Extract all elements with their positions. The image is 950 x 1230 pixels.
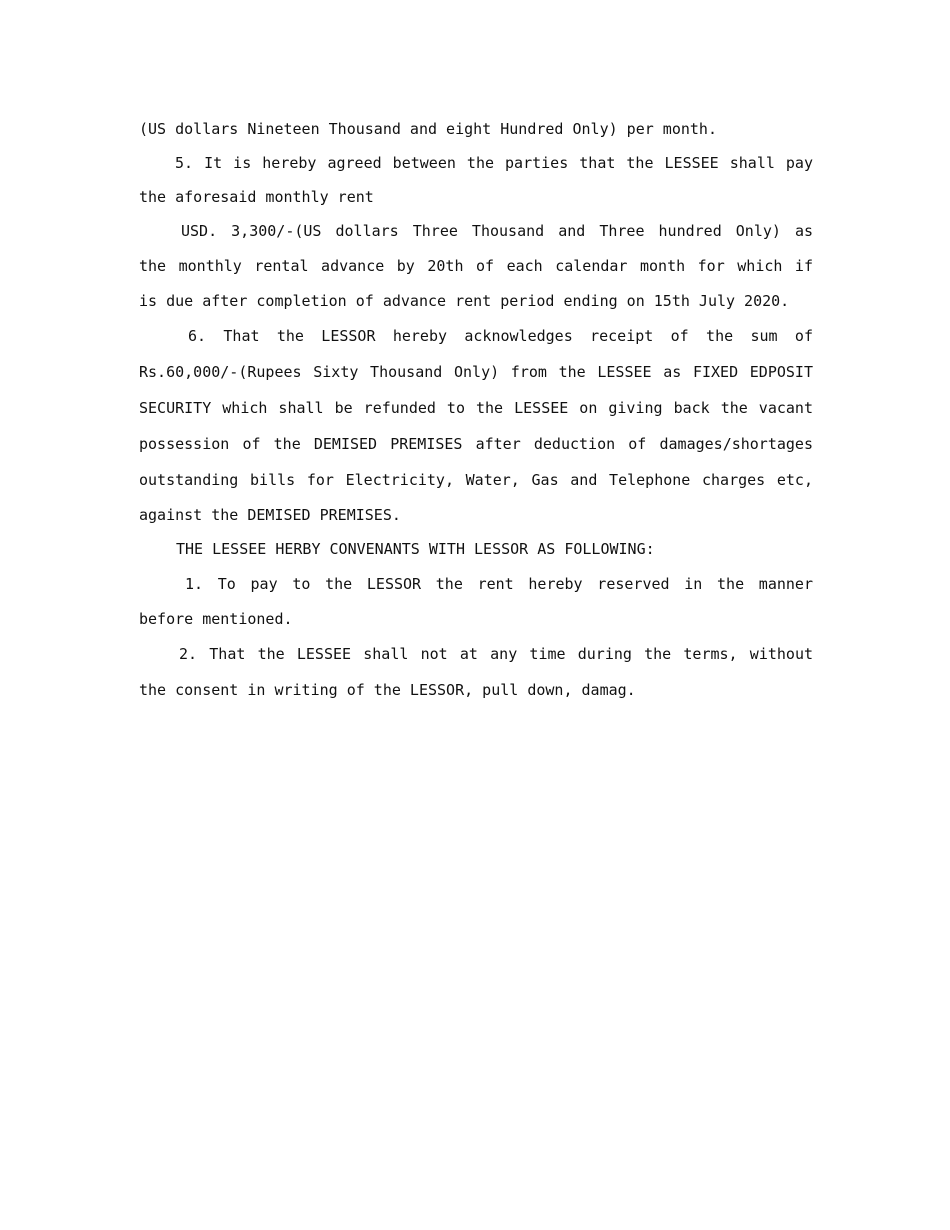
text-line: Rs.60,000/-(Rupees Sixty Thousand Only) from the LESSEE as FIXED EDPOSIT: [139, 363, 813, 381]
document-body: [139, 112, 813, 708]
text-line: 1. To pay to the LESSOR the rent hereby reserved in the manner: [185, 575, 813, 593]
text-line: USD. 3,300/-(US dollars Three Thousand and Three hundred Only) as: [181, 222, 813, 240]
text-line: against the DEMISED PREMISES.: [139, 506, 401, 524]
text-line: 5. It is hereby agreed between the parties that the LESSEE shall pay: [175, 154, 813, 172]
text-line: 2. That the LESSEE shall not at any time during the terms, without: [179, 645, 813, 663]
text-line: SECURITY which shall be refunded to the LESSEE on giving back the vacant: [139, 399, 813, 417]
text-line: the aforesaid monthly rent: [139, 188, 374, 206]
text-line: possession of the DEMISED PREMISES after deduction of damages/shortages: [139, 435, 813, 453]
text-line: 6. That the LESSOR hereby acknowledges receipt of the sum of: [188, 327, 813, 345]
text-line: outstanding bills for Electricity, Water, Gas and Telephone charges etc,: [139, 471, 813, 489]
text-line: THE LESSEE HERBY CONVENANTS WITH LESSOR AS FOLLOWING:: [176, 540, 655, 558]
text-line: (US dollars Nineteen Thousand and eight Hundred Only) per month.: [139, 120, 717, 138]
text-line: is due after completion of advance rent period ending on 15th July 2020.: [139, 292, 790, 310]
text-line: before mentioned.: [139, 610, 293, 628]
text-line: the consent in writing of the LESSOR, pull down, damag.: [139, 681, 636, 699]
text-line: the monthly rental advance by 20th of each calendar month for which if: [139, 257, 813, 275]
